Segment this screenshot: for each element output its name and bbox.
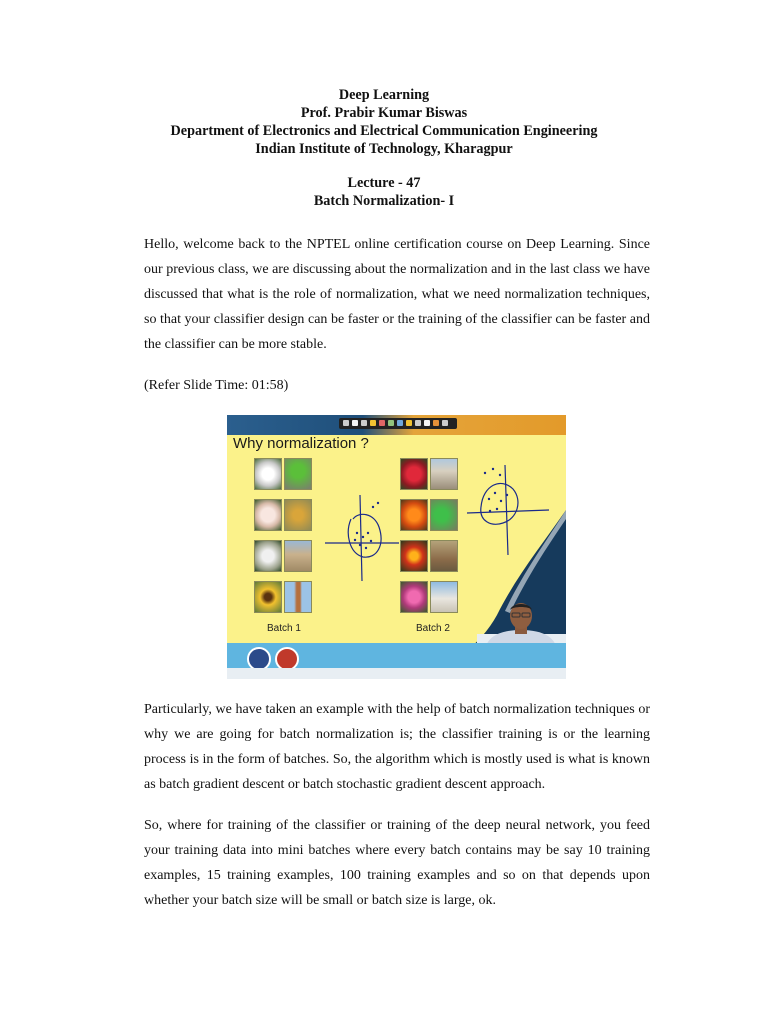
batch-2-label: Batch 2 bbox=[416, 623, 450, 634]
lecture-slide bbox=[227, 415, 566, 679]
lecture-topic: Batch Normalization- I bbox=[313, 193, 455, 209]
paragraph-batch-training: Particularly, we have taken an example with the help of batch normalization techniques or why we are going for batch normalization is; the classifier training is or the learning process is in the form of batches. So, the algorithm which is mostly used is what is known as batch gradient descent or batch stochastic gradient descent approach. bbox=[144, 702, 650, 792]
lecture-number: Lecture - 47 bbox=[347, 175, 421, 191]
document-header bbox=[0, 86, 768, 210]
slide-bottom-strip bbox=[227, 668, 566, 679]
slide-taskbar bbox=[227, 643, 566, 679]
slide-title: Why normalization ? bbox=[233, 435, 369, 452]
professor-name: Prof. Prabir Kumar Biswas bbox=[300, 105, 468, 121]
paragraph-mini-batches: So, where for training of the classifier or training of the deep neural network, you feed your training data into mini batches where every batch contains may be say 10 training examples, 15 training examples, 100 training examples and so on that depends upon whether your batch size will be small or batch size is large, ok. bbox=[144, 818, 650, 908]
batch-1-label: Batch 1 bbox=[267, 623, 301, 634]
department-name: Department of Electronics and Electrical Communication Engineering bbox=[170, 123, 598, 139]
slide-time-reference: (Refer Slide Time: 01:58) bbox=[144, 378, 289, 393]
course-title: Deep Learning bbox=[338, 87, 430, 103]
paragraph-intro: Hello, welcome back to the NPTEL online certification course on Deep Learning. Since our previous class, we are discussing about the normalization and in the last class we have discussed that what is the role of normalization, what we need normalization techniques, so that your classifier design can be faster or the training of the classifier can be faster and the classifier can be more stable. bbox=[144, 237, 650, 352]
institute-name: Indian Institute of Technology, Kharagpur bbox=[255, 141, 513, 157]
